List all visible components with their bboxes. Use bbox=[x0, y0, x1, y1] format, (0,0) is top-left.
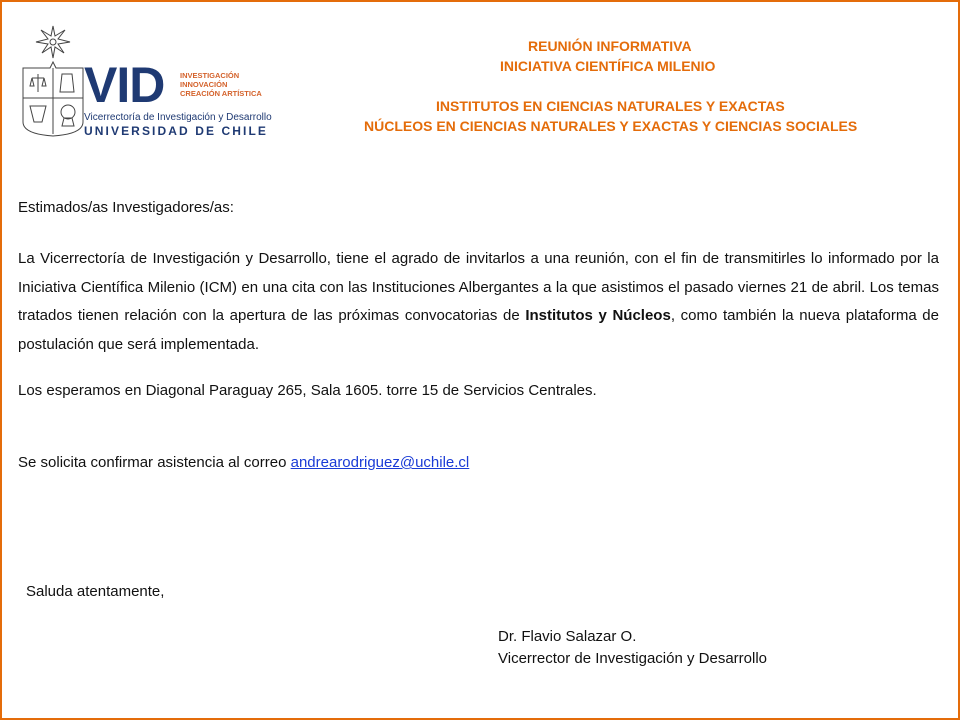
vid-logo bbox=[20, 22, 270, 140]
university-name: UNIVERSIDAD DE CHILE bbox=[84, 124, 269, 138]
signature-block bbox=[498, 626, 767, 670]
document-header bbox=[300, 36, 940, 136]
header-institutes: INSTITUTOS EN CIENCIAS NATURALES Y EXACTAS bbox=[436, 98, 785, 114]
header-title: REUNIÓN INFORMATIVA bbox=[528, 38, 692, 54]
header-nucleos: NÚCLEOS EN CIENCIAS NATURALES Y EXACTAS Y CIENCIAS SOCIALES bbox=[364, 118, 858, 134]
location-text: Los esperamos en Diagonal Paraguay 265, Sala 1605. torre 15 de Servicios Centrales. bbox=[18, 382, 597, 399]
letter-body bbox=[18, 196, 939, 475]
greeting: Estimados/as Investigadores/as: bbox=[18, 199, 234, 216]
university-crest-icon bbox=[20, 22, 86, 138]
main-paragraph bbox=[18, 245, 939, 359]
vid-subtitle: Vicerrectoría de Investigación y Desarrollo bbox=[84, 112, 272, 123]
vid-tag-innovacion: INNOVACIÓN bbox=[180, 80, 228, 89]
confirm-line bbox=[18, 451, 939, 475]
signature-title: Vicerrector de Investigación y Desarrollo bbox=[498, 650, 768, 667]
confirm-text: Se solicita confirmar asistencia al correo bbox=[18, 454, 291, 471]
vid-tag-investigacion: INVESTIGACIÓN bbox=[180, 71, 240, 80]
vid-wordmark: VID bbox=[84, 57, 165, 113]
paragraph-text-2: , como también la nueva plataforma de postulación que será implementada. bbox=[18, 307, 939, 353]
signature-name: Dr. Flavio Salazar O. bbox=[498, 628, 637, 645]
paragraph-text-1: La Vicerrectoría de Investigación y Desarrollo, tiene el agrado de invitarlos a una reunión, con el fin de transmitirles lo informado por la Iniciativa Científica Milenio (ICM) en una cita con las Instituciones Albergantes a la que asistimos el pasado viernes 21 de abril. Los temas tratados tienen relación con la apertura de las próximas convocatorias de bbox=[18, 250, 939, 324]
vid-tag-creacion: CREACIÓN ARTÍSTICA bbox=[180, 89, 262, 98]
email-link[interactable]: andrearodriguez@uchile.cl bbox=[290, 454, 470, 471]
header-subtitle: INICIATIVA CIENTÍFICA MILENIO bbox=[500, 58, 716, 74]
paragraph-bold: Institutos y Núcleos bbox=[525, 307, 671, 324]
vid-tags bbox=[180, 71, 262, 98]
closing-text: Saluda atentamente, bbox=[26, 583, 165, 600]
